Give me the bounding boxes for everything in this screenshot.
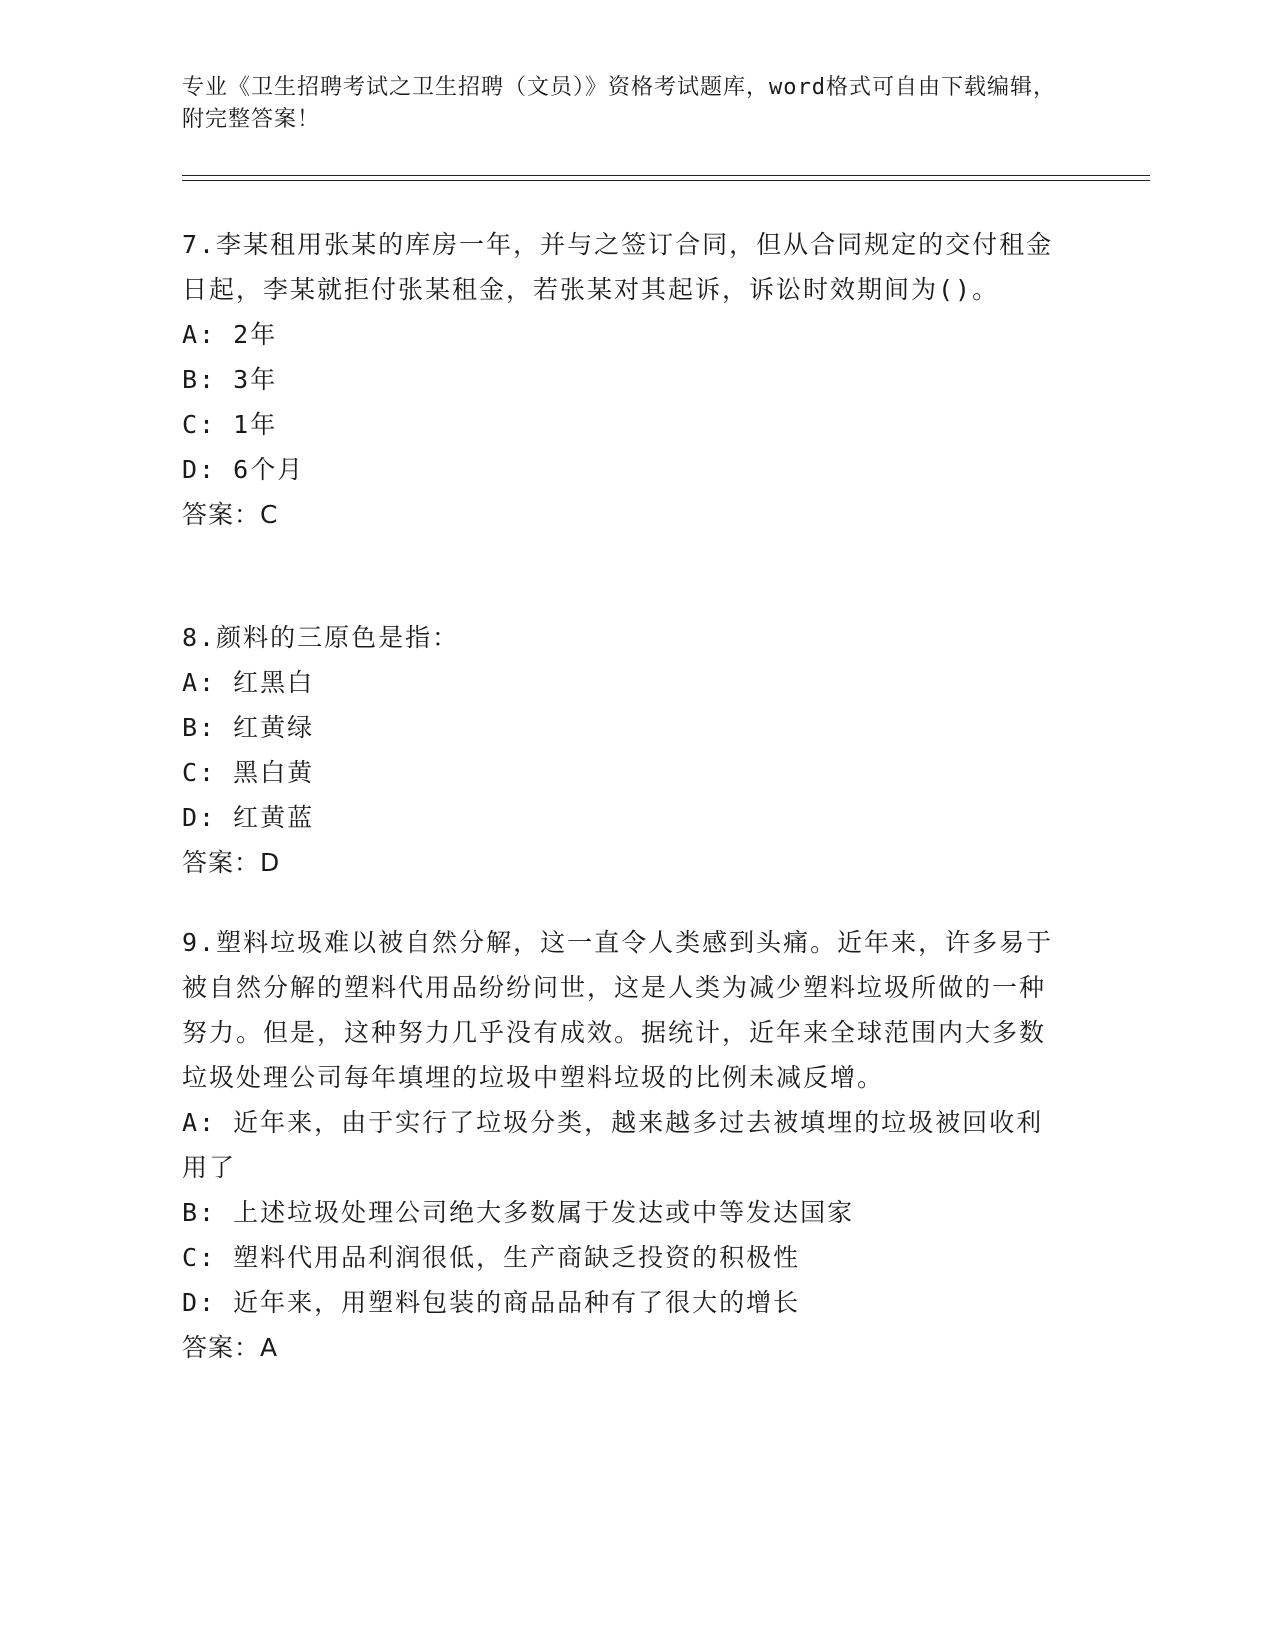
- question-7: [182, 222, 1062, 537]
- option-b: B: 上述垃圾处理公司绝大多数属于发达或中等发达国家: [182, 1198, 855, 1227]
- question-9: [182, 920, 1062, 1370]
- question-stem: 8.颜料的三原色是指：: [182, 623, 460, 652]
- answer-line: 答案：D: [182, 848, 281, 877]
- option-a: A: 2年: [182, 320, 278, 349]
- option-d: D: 6个月: [182, 455, 305, 484]
- header-divider: [182, 175, 1150, 181]
- question-8: [182, 615, 1062, 885]
- option-c: C: 黑白黄: [182, 758, 315, 787]
- option-b: B: 红黄绿: [182, 713, 315, 742]
- document-header: 专业《卫生招聘考试之卫生招聘（文员）》资格考试题库，word格式可自由下载编辑，附完整答案！: [182, 75, 1056, 132]
- answer-line: 答案：C: [182, 500, 279, 529]
- answer-line: 答案：A: [182, 1333, 279, 1362]
- option-a: A: 红黑白: [182, 668, 315, 697]
- option-a: A: 近年来，由于实行了垃圾分类，越来越多过去被填埋的垃圾被回收利用了: [182, 1108, 1044, 1182]
- option-b: B: 3年: [182, 365, 278, 394]
- option-c: C: 1年: [182, 410, 278, 439]
- question-stem: 9.塑料垃圾难以被自然分解，这一直令人类感到头痛。近年来，许多易于被自然分解的塑料代用品纷纷问世，这是人类为减少塑料垃圾所做的一种努力。但是，这种努力几乎没有成效。据统计，近年来全球范围内大多数垃圾处理公司每年填埋的垃圾中塑料垃圾的比例未减反增。: [182, 928, 1054, 1092]
- option-c: C: 塑料代用品利润很低，生产商缺乏投资的积极性: [182, 1243, 801, 1272]
- option-d: D: 近年来，用塑料包装的商品品种有了很大的增长: [182, 1288, 801, 1317]
- option-d: D: 红黄蓝: [182, 803, 315, 832]
- question-stem: 7.李某租用张某的库房一年，并与之签订合同，但从合同规定的交付租金日起，李某就拒付张某租金，若张某对其起诉，诉讼时效期间为()。: [182, 230, 1054, 304]
